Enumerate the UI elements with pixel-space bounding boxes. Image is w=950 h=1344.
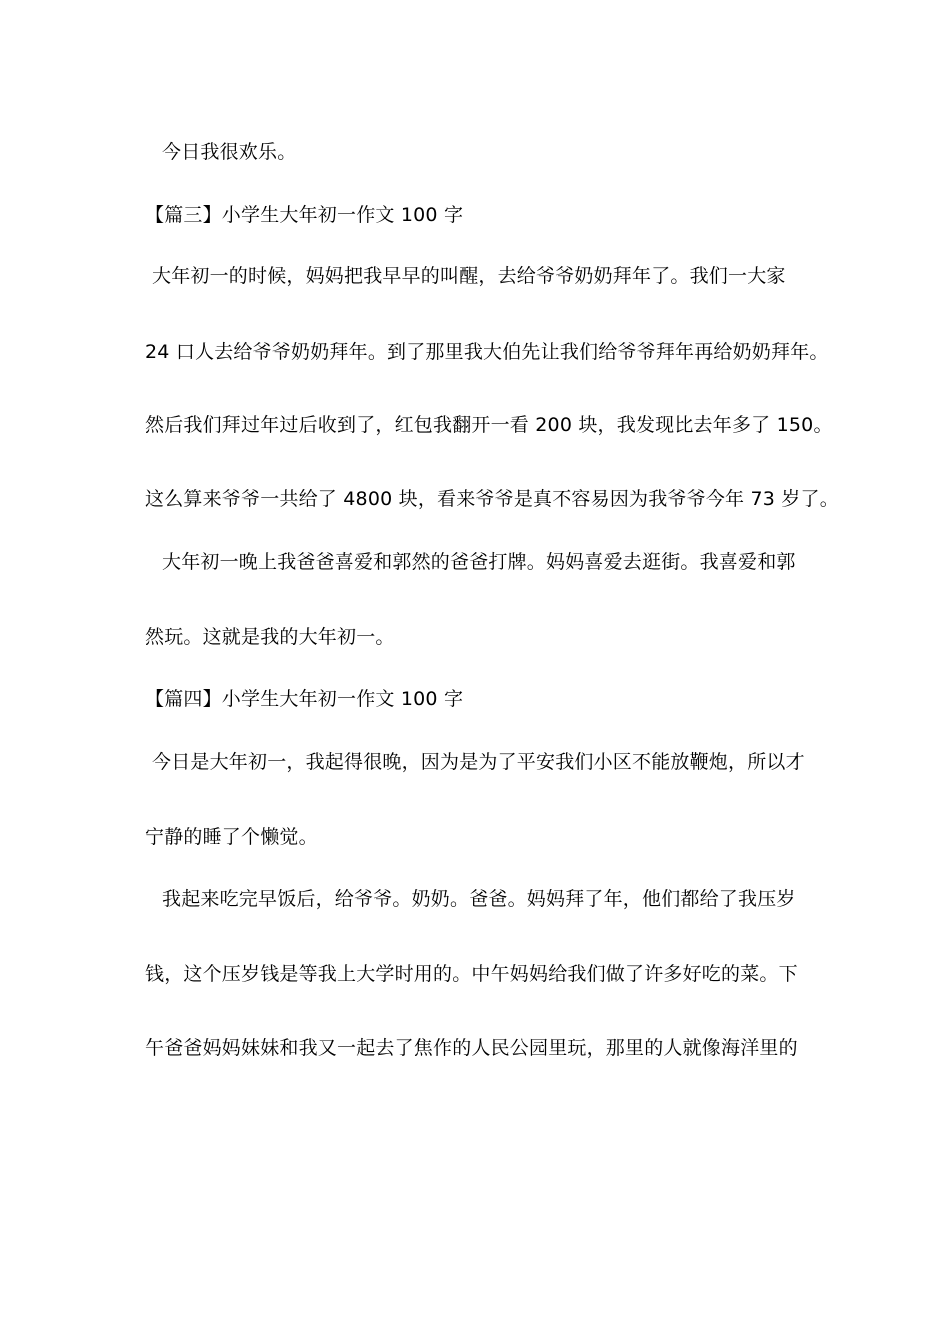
section-heading: 【篇四】小学生大年初一作文 100 字: [145, 688, 464, 710]
text-line: 然后我们拜过年过后收到了，红包我翻开一看 200 块，我发现比去年多了 150。: [145, 414, 833, 436]
text-line: 这么算来爷爷一共给了 4800 块，看来爷爷是真不容易因为我爷爷今年 73 岁了。: [145, 488, 839, 510]
text-line: 今日我很欢乐。: [162, 141, 297, 163]
text-line: 24 口人去给爷爷奶奶拜年。到了那里我大伯先让我们给爷爷拜年再给奶奶拜年。: [145, 341, 829, 363]
text-line: 大年初一的时候，妈妈把我早早的叫醒，去给爷爷奶奶拜年了。我们一大家: [152, 265, 786, 287]
text-line: 午爸爸妈妈妹妹和我又一起去了焦作的人民公园里玩，那里的人就像海洋里的: [145, 1037, 798, 1059]
text-line: 然玩。这就是我的大年初一。: [145, 626, 395, 648]
text-line: 钱，这个压岁钱是等我上大学时用的。中午妈妈给我们做了许多好吃的菜。下: [145, 963, 798, 985]
text-line: 宁静的睡了个懒觉。: [145, 826, 318, 848]
text-line: 今日是大年初一，我起得很晚，因为是为了平安我们小区不能放鞭炮，所以才: [152, 751, 805, 773]
text-line: 我起来吃完早饭后，给爷爷。奶奶。爸爸。妈妈拜了年，他们都给了我压岁: [162, 888, 796, 910]
text-line: 大年初一晚上我爸爸喜爱和郭然的爸爸打牌。妈妈喜爱去逛街。我喜爱和郭: [162, 551, 796, 573]
section-heading: 【篇三】小学生大年初一作文 100 字: [145, 204, 464, 226]
